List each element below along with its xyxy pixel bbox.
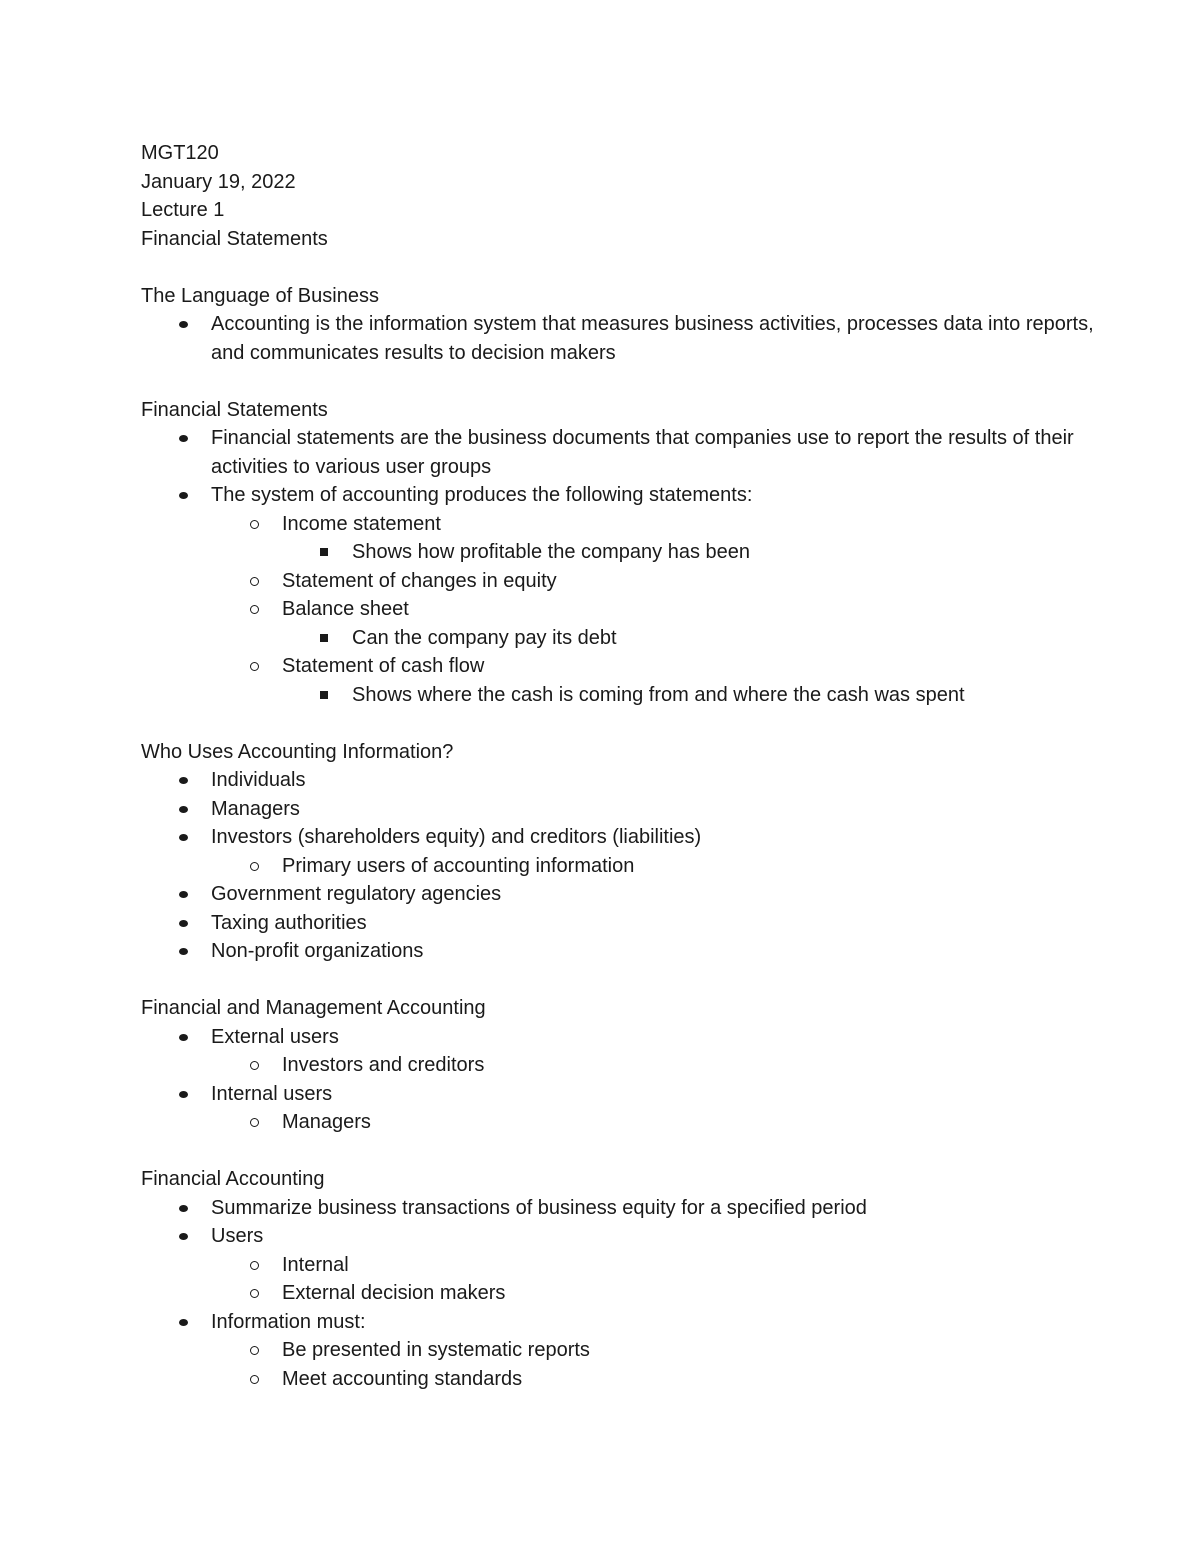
list-subitem: Income statement	[141, 510, 1101, 539]
bullet-icon	[179, 834, 188, 841]
list-subsubitem: Shows where the cash is coming from and where the cash was spent	[141, 681, 1101, 710]
list-item: External users	[141, 1023, 1101, 1052]
section-heading: Financial Accounting	[141, 1168, 325, 1190]
list-item: Individuals	[141, 766, 1101, 795]
bullet-icon	[179, 1233, 188, 1240]
list-item: Investors (shareholders equity) and creditors (liabilities)	[141, 823, 1101, 852]
section-heading: Financial Statements	[141, 398, 328, 421]
circle-bullet-icon	[250, 520, 259, 529]
list-item: Internal users	[141, 1080, 1101, 1109]
bullet-icon	[179, 1205, 188, 1212]
list-subitem: Statement of cash flow	[141, 652, 1101, 681]
list-subitem: Internal	[141, 1251, 1101, 1280]
list-item: Information must:	[141, 1308, 1101, 1337]
list-subitem: Balance sheet	[141, 595, 1101, 624]
list-item: Users	[141, 1222, 1101, 1251]
list-subitem: Investors and creditors	[141, 1051, 1101, 1080]
list-subitem: Managers	[141, 1108, 1101, 1137]
circle-bullet-icon	[250, 1118, 259, 1127]
circle-bullet-icon	[250, 1346, 259, 1355]
circle-bullet-icon	[250, 577, 259, 586]
list-item: The system of accounting produces the following statements:	[141, 481, 1101, 510]
bullet-icon	[179, 1319, 188, 1326]
circle-bullet-icon	[250, 1289, 259, 1298]
bullet-icon	[179, 1034, 188, 1041]
list-item: Managers	[141, 795, 1101, 824]
list-subitem: External decision makers	[141, 1279, 1101, 1308]
circle-bullet-icon	[250, 1375, 259, 1384]
square-bullet-icon	[320, 548, 328, 556]
circle-bullet-icon	[250, 862, 259, 871]
course-code: MGT120	[141, 142, 219, 164]
list-subitem: Primary users of accounting information	[141, 852, 1101, 881]
bullet-icon	[179, 777, 188, 784]
list-subitem: Statement of changes in equity	[141, 567, 1101, 596]
list-item: Summarize business transactions of business equity for a specified period	[141, 1194, 1101, 1223]
section-heading: Who Uses Accounting Information?	[141, 740, 454, 763]
circle-bullet-icon	[250, 605, 259, 614]
list-item: Taxing authorities	[141, 909, 1101, 938]
list-item: Government regulatory agencies	[141, 880, 1101, 909]
list-item: Financial statements are the business documents that companies use to report the results of their activities to various user groups	[141, 424, 1101, 481]
lecture-topic: Financial Statements	[141, 227, 328, 250]
bullet-icon	[179, 492, 188, 499]
bullet-icon	[179, 806, 188, 813]
bullet-icon	[179, 435, 188, 442]
bullet-icon	[179, 1091, 188, 1098]
lecture-number: Lecture 1	[141, 199, 225, 221]
list-item: Non-profit organizations	[141, 937, 1101, 966]
bullet-icon	[179, 891, 188, 898]
list-subsubitem: Can the company pay its debt	[141, 624, 1101, 653]
square-bullet-icon	[320, 634, 328, 642]
circle-bullet-icon	[250, 1261, 259, 1270]
lecture-date: January 19, 2022	[141, 170, 296, 193]
circle-bullet-icon	[250, 1061, 259, 1070]
list-item: Accounting is the information system that measures business activities, processes data into reports, and communicates results to decision makers	[141, 310, 1101, 367]
document-page	[141, 139, 1101, 1393]
square-bullet-icon	[320, 691, 328, 699]
list-subitem: Be presented in systematic reports	[141, 1336, 1101, 1365]
circle-bullet-icon	[250, 662, 259, 671]
section-heading: Financial and Management Accounting	[141, 997, 486, 1019]
section-heading: The Language of Business	[141, 284, 379, 307]
bullet-icon	[179, 920, 188, 927]
bullet-icon	[179, 321, 188, 328]
list-subitem: Meet accounting standards	[141, 1365, 1101, 1394]
bullet-icon	[179, 948, 188, 955]
list-subsubitem: Shows how profitable the company has been	[141, 538, 1101, 567]
